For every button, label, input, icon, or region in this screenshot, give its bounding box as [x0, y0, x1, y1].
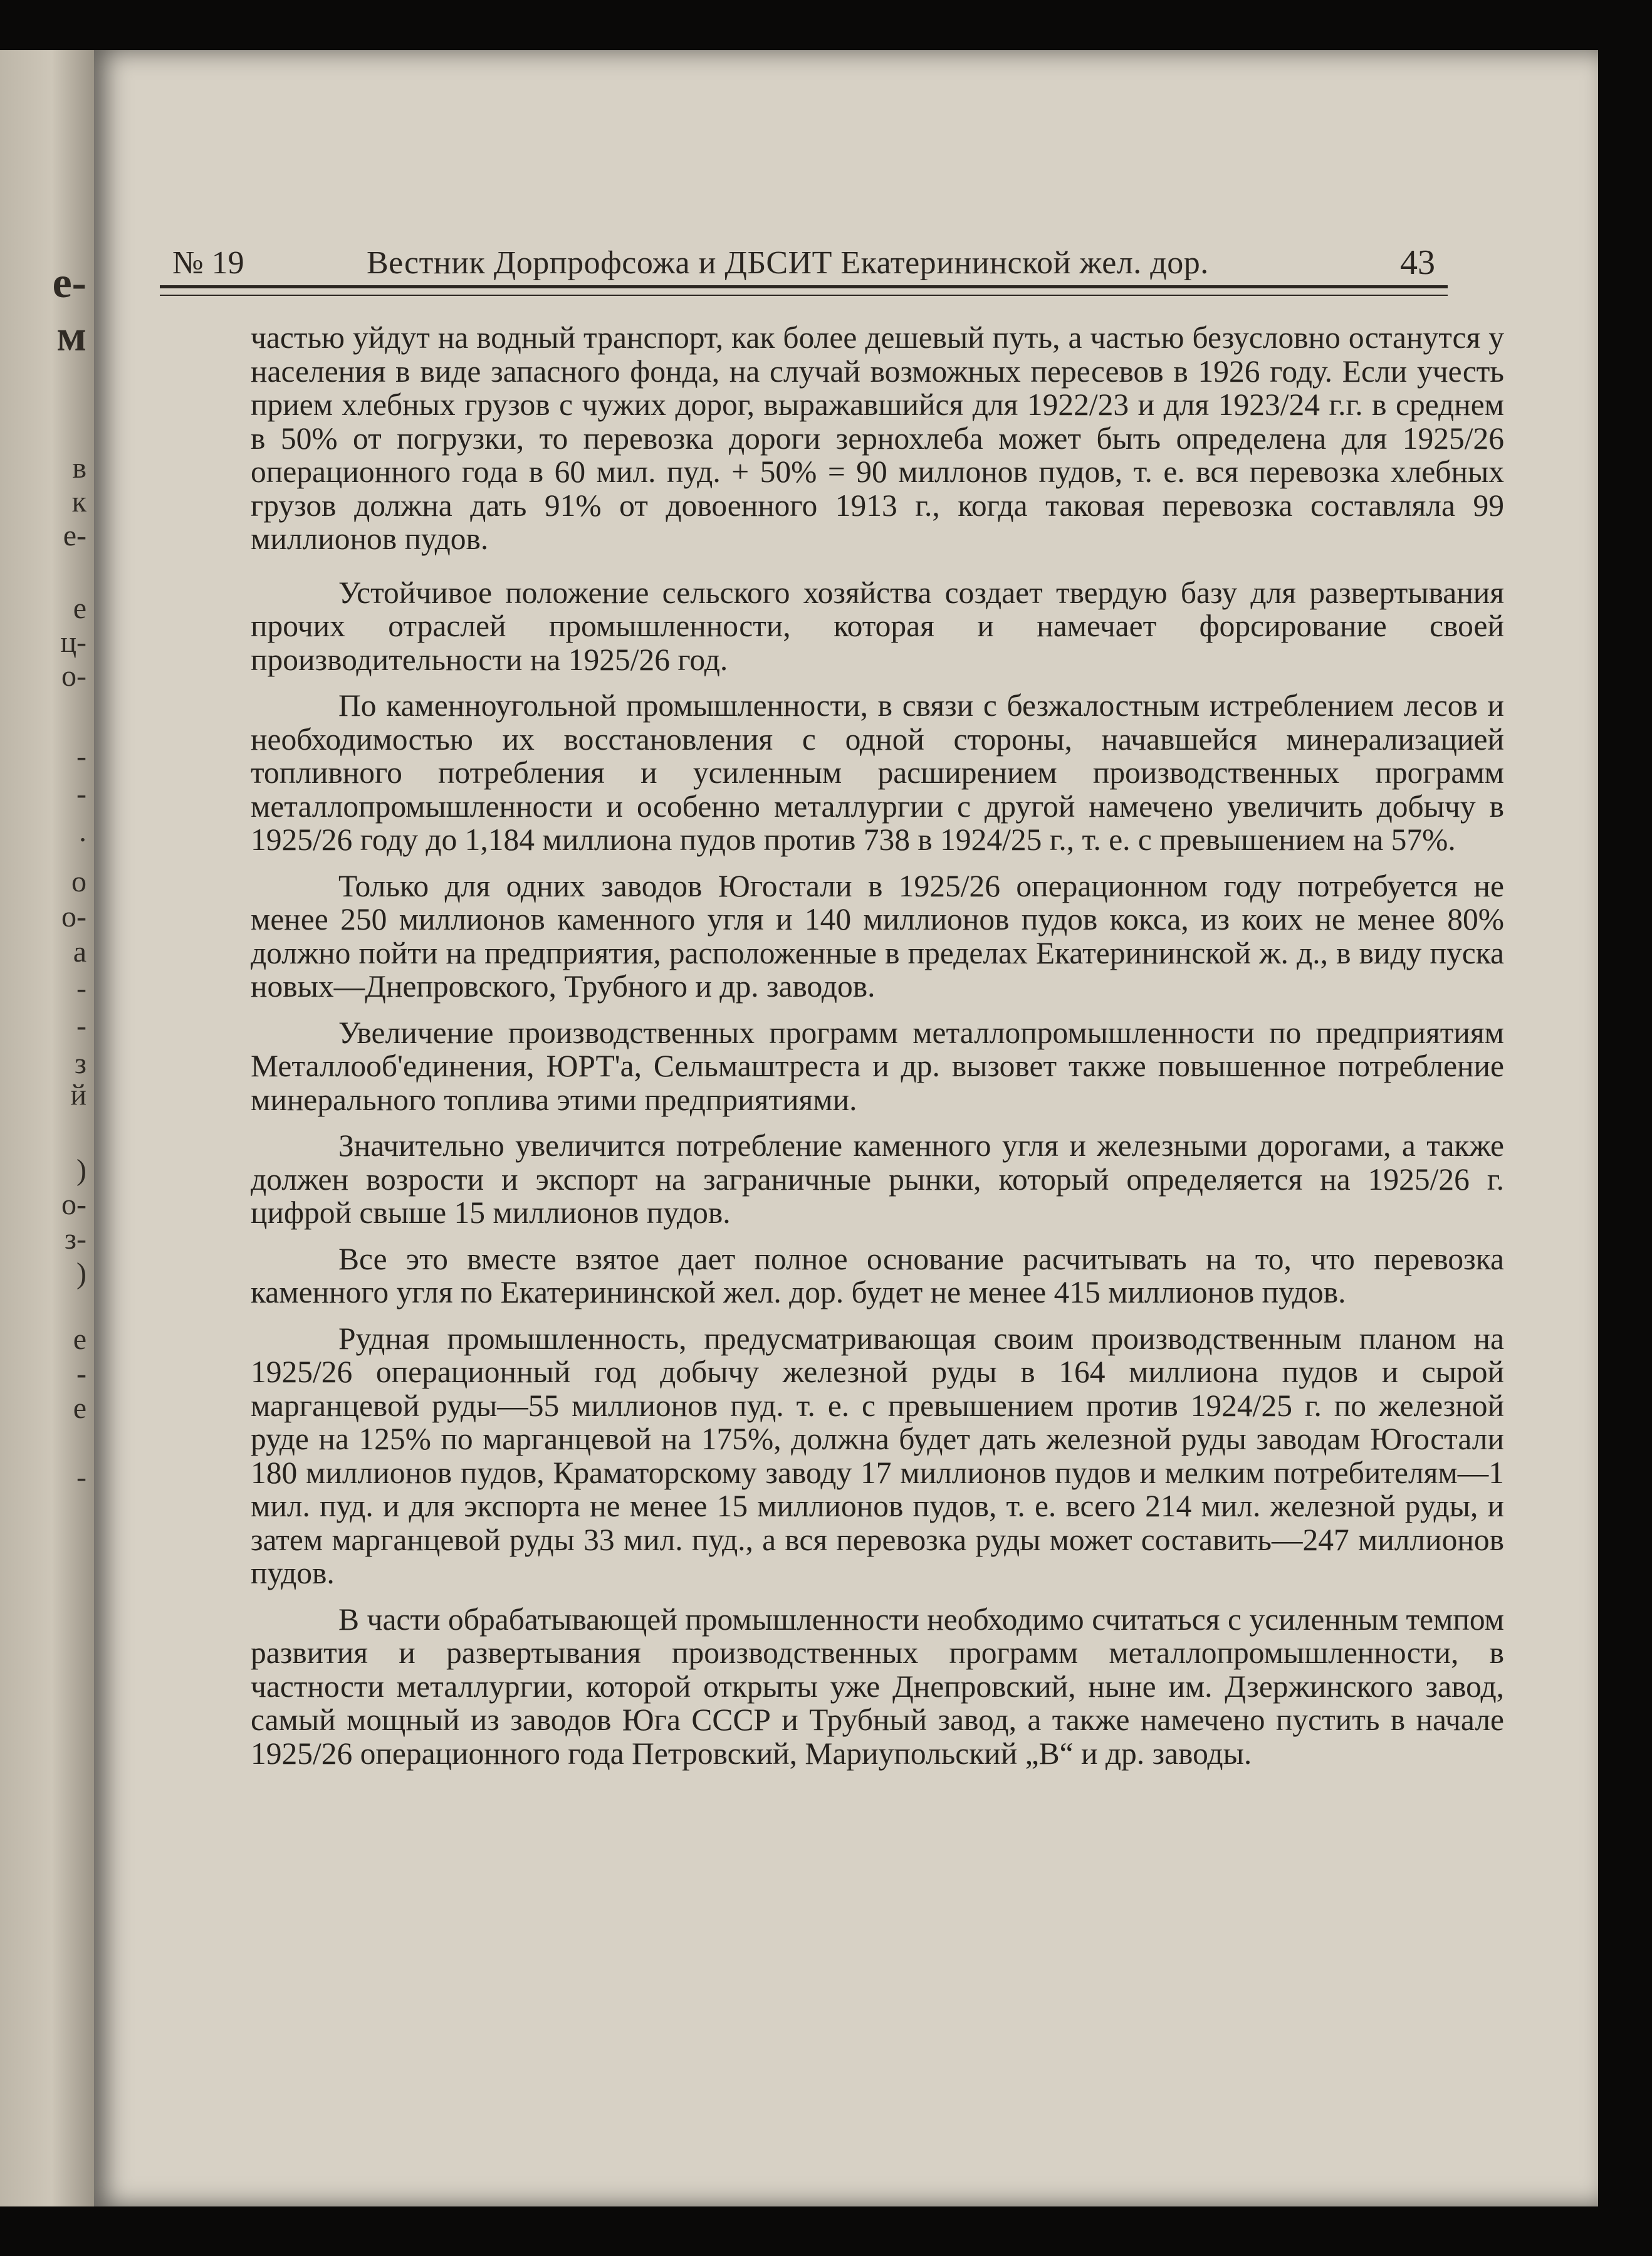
margin-fragment: е- [63, 519, 86, 552]
margin-fragment: к [71, 485, 86, 518]
margin-fragment: - [76, 972, 86, 1005]
article-body [251, 321, 1504, 1783]
margin-fragment: й [70, 1078, 86, 1111]
paragraph: Увеличение производственных программ металлопромышленности по предприятиям Металлооб'единения, ЮРТ'а, Сельмаштреста и др. вызовет также повышенное потребление минерального топлива этими предприятиями. [251, 1015, 1504, 1117]
margin-fragment: . [79, 815, 86, 848]
paragraph: Все это вместе взятое дает полное основание расчитывать на то, что перевозка каменного угля по Екатерининской жел. дор. будет не менее 415 миллионов пудов. [251, 1241, 1504, 1309]
paragraph: Значительно увеличится потребление каменного угля и железными дорогами, а также должен возрости и экспорт на заграничные рынки, который определяется на 1925/26 г. цифрой свыше 15 миллионов пудов. [251, 1128, 1504, 1230]
margin-fragment: ц- [60, 626, 86, 659]
margin-fragment: e [73, 1392, 86, 1425]
paragraph: частью уйдут на водный транспорт, как более дешевый путь, а частью безусловно останутся у населения в виде запасного фонда, на случай возможных пересевов в 1926 году. Если учесть прием хлебных грузов с чужих дорог, выражавшийся для 1922/23 и для 1923/24 г.г. в среднем в 50% от погрузки, то перевозка дороги зернохлеба может быть определена для 1925/26 операционного года в 60 мил. пуд. + 50% = 90 миллонов пудов, т. е. вся перевозка хлебных грузов должна дать 91% от довоенного 1913 г., когда таковая перевозка составляла 99 миллионов пудов. [251, 320, 1504, 556]
margin-fragment: з [75, 1047, 86, 1080]
margin-fragment: e [73, 1323, 86, 1356]
margin-fragment: - [76, 1009, 86, 1042]
margin-fragment: е- [52, 259, 86, 307]
margin-fragment: - [76, 1461, 86, 1494]
previous-page-edge [0, 50, 94, 2206]
paragraph: Устойчивое положение сельского хозяйства создает твердую базу для развертывания прочих отраслей промышленности, которая и намечает форсирование своей производительности на 1925/26 год. [251, 575, 1504, 677]
paragraph: Только для одних заводов Югостали в 1925/26 операционном году потребуется не менее 250 миллионов каменного угля и 140 миллионов пудов кокса, из коих не менее 80% должно пойти на предприятия, расположенные в пределах Екатерининской ж. д., в виду пуска новых—Днепровского, Трубного и др. заводов. [251, 868, 1504, 1004]
margin-fragment: в [72, 451, 86, 485]
issue-number: № 19 [172, 245, 244, 281]
margin-fragment: е [73, 592, 86, 625]
margin-fragment: - [76, 1357, 86, 1390]
running-header [160, 185, 1448, 285]
paragraph: Рудная промышленность, предусматривающая своим производственным планом на 1925/26 операционный год добычу железной руды в 164 миллиона пудов и сырой марганцевой руды—55 миллионов пуд. т. е. с превышением против 1924/25 г. по железной руде на 125% по марганцевой на 175%, должна будет дать железной руды заводам Югостали 180 миллионов пудов, Краматорскому заводу 17 миллионов пудов и мелким потребителям—1 мил. пуд. и для экспорта не менее 15 миллионов пудов, т. е. всего 214 мил. железной руды, и затем марганцевой руды 33 мил. пуд., а вся перевозка руды может составить—247 миллионов пудов. [251, 1321, 1504, 1590]
margin-fragment: о- [61, 900, 86, 933]
journal-title: Вестник Дорпрофсожа и ДБСИТ Екатерининской жел. дор. [367, 245, 1209, 281]
margin-fragment: - [76, 740, 86, 773]
margin-fragment: з- [65, 1222, 86, 1256]
journal-page [94, 50, 1598, 2206]
margin-fragment: а [73, 935, 86, 968]
paragraph: По каменноугольной промышленности, в связи с безжалостным истреблением лесов и необходимостью их восстановления с одной стороны, начавшейся минерализацией топливного потребления и усиленным расширением производственных программ металлопромышленности и особенно металлургии с другой намечено увеличить добычу в 1925/26 году до 1,184 миллиона пудов против 738 в 1924/25 г., т. е. с превышением на 57%. [251, 688, 1504, 857]
margin-fragment: м [56, 312, 86, 360]
margin-fragment: о [71, 865, 86, 898]
margin-fragment: ) [76, 1257, 86, 1290]
paragraph: В части обрабатывающей промышленности необходимо считаться с усиленным темпом развития и развертывания производственных программ металлопромышленности, в частности металлургии, которой открыты уже Днепровский, ныне им. Дзержинского завод, самый мощный из заводов Юга СССР и Трубный завод, а также намечено пустить в начале 1925/26 операционного года Петровский, Мариупольский „В“ и др. заводы. [251, 1602, 1504, 1771]
margin-fragment: о- [61, 1188, 86, 1221]
margin-fragment: о- [61, 659, 86, 693]
page-number: 43 [1400, 243, 1435, 282]
margin-fragment: - [76, 777, 86, 811]
margin-fragment: ) [76, 1153, 86, 1187]
header-rule [160, 285, 1448, 296]
